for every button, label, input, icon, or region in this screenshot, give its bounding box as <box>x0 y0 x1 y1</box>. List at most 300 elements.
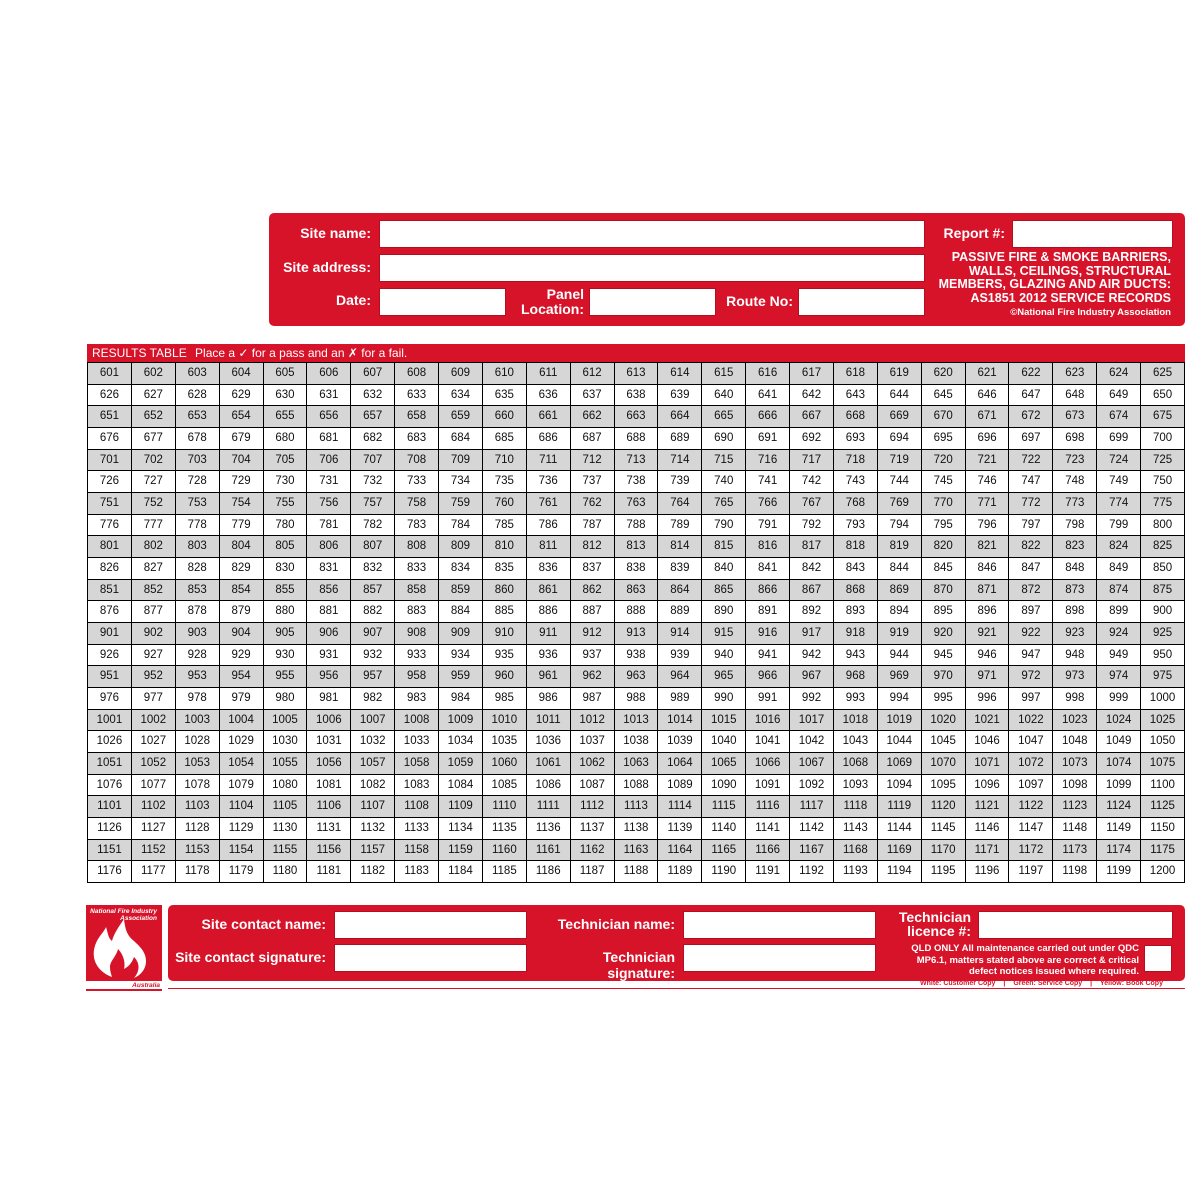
result-cell[interactable]: 756 <box>307 493 351 515</box>
result-cell[interactable]: 964 <box>658 666 702 688</box>
result-cell[interactable]: 926 <box>88 645 132 667</box>
result-cell[interactable]: 1167 <box>790 840 834 862</box>
result-cell[interactable]: 1037 <box>571 731 615 753</box>
result-cell[interactable]: 1108 <box>395 796 439 818</box>
result-cell[interactable]: 942 <box>790 645 834 667</box>
result-cell[interactable]: 695 <box>922 428 966 450</box>
result-cell[interactable]: 725 <box>1141 450 1185 472</box>
result-cell[interactable]: 1045 <box>922 731 966 753</box>
result-cell[interactable]: 766 <box>746 493 790 515</box>
result-cell[interactable]: 1180 <box>264 861 308 883</box>
result-cell[interactable]: 1099 <box>1097 775 1141 797</box>
result-cell[interactable]: 790 <box>702 515 746 537</box>
result-cell[interactable]: 897 <box>1009 601 1053 623</box>
result-cell[interactable]: 998 <box>1053 688 1097 710</box>
result-cell[interactable]: 968 <box>834 666 878 688</box>
result-cell[interactable]: 1125 <box>1141 796 1185 818</box>
result-cell[interactable]: 1080 <box>264 775 308 797</box>
result-cell[interactable]: 834 <box>439 558 483 580</box>
result-cell[interactable]: 986 <box>527 688 571 710</box>
result-cell[interactable]: 1140 <box>702 818 746 840</box>
result-cell[interactable]: 983 <box>395 688 439 710</box>
qld-checkbox[interactable] <box>1144 945 1172 972</box>
result-cell[interactable]: 1107 <box>351 796 395 818</box>
result-cell[interactable]: 1031 <box>307 731 351 753</box>
result-cell[interactable]: 655 <box>264 406 308 428</box>
result-cell[interactable]: 630 <box>264 385 308 407</box>
result-cell[interactable]: 885 <box>483 601 527 623</box>
result-cell[interactable]: 924 <box>1097 623 1141 645</box>
result-cell[interactable]: 656 <box>307 406 351 428</box>
result-cell[interactable]: 1063 <box>615 753 659 775</box>
result-cell[interactable]: 676 <box>88 428 132 450</box>
result-cell[interactable]: 651 <box>88 406 132 428</box>
result-cell[interactable]: 941 <box>746 645 790 667</box>
result-cell[interactable]: 1073 <box>1053 753 1097 775</box>
result-cell[interactable]: 661 <box>527 406 571 428</box>
result-cell[interactable]: 810 <box>483 536 527 558</box>
result-cell[interactable]: 925 <box>1141 623 1185 645</box>
result-cell[interactable]: 705 <box>264 450 308 472</box>
result-cell[interactable]: 996 <box>966 688 1010 710</box>
result-cell[interactable]: 1004 <box>220 710 264 732</box>
result-cell[interactable]: 1058 <box>395 753 439 775</box>
result-cell[interactable]: 639 <box>658 385 702 407</box>
result-cell[interactable]: 975 <box>1141 666 1185 688</box>
result-cell[interactable]: 856 <box>307 580 351 602</box>
result-cell[interactable]: 929 <box>220 645 264 667</box>
result-cell[interactable]: 1023 <box>1053 710 1097 732</box>
result-cell[interactable]: 754 <box>220 493 264 515</box>
result-cell[interactable]: 937 <box>571 645 615 667</box>
result-cell[interactable]: 797 <box>1009 515 1053 537</box>
result-cell[interactable]: 1101 <box>88 796 132 818</box>
result-cell[interactable]: 1103 <box>176 796 220 818</box>
result-cell[interactable]: 1072 <box>1009 753 1053 775</box>
result-cell[interactable]: 722 <box>1009 450 1053 472</box>
result-cell[interactable]: 1051 <box>88 753 132 775</box>
result-cell[interactable]: 764 <box>658 493 702 515</box>
result-cell[interactable]: 1185 <box>483 861 527 883</box>
result-cell[interactable]: 614 <box>658 363 702 385</box>
route-no-field[interactable] <box>798 288 925 316</box>
result-cell[interactable]: 720 <box>922 450 966 472</box>
result-cell[interactable]: 1047 <box>1009 731 1053 753</box>
result-cell[interactable]: 991 <box>746 688 790 710</box>
result-cell[interactable]: 1122 <box>1009 796 1053 818</box>
result-cell[interactable]: 759 <box>439 493 483 515</box>
result-cell[interactable]: 880 <box>264 601 308 623</box>
result-cell[interactable]: 883 <box>395 601 439 623</box>
technician-name-field[interactable] <box>683 911 876 939</box>
result-cell[interactable]: 860 <box>483 580 527 602</box>
result-cell[interactable]: 708 <box>395 450 439 472</box>
result-cell[interactable]: 710 <box>483 450 527 472</box>
result-cell[interactable]: 911 <box>527 623 571 645</box>
result-cell[interactable]: 621 <box>966 363 1010 385</box>
result-cell[interactable]: 966 <box>746 666 790 688</box>
result-cell[interactable]: 681 <box>307 428 351 450</box>
result-cell[interactable]: 918 <box>834 623 878 645</box>
result-cell[interactable]: 1017 <box>790 710 834 732</box>
result-cell[interactable]: 855 <box>264 580 308 602</box>
result-cell[interactable]: 737 <box>571 471 615 493</box>
result-cell[interactable]: 828 <box>176 558 220 580</box>
result-cell[interactable]: 1138 <box>615 818 659 840</box>
result-cell[interactable]: 1025 <box>1141 710 1185 732</box>
result-cell[interactable]: 1014 <box>658 710 702 732</box>
result-cell[interactable]: 1131 <box>307 818 351 840</box>
result-cell[interactable]: 663 <box>615 406 659 428</box>
result-cell[interactable]: 1159 <box>439 840 483 862</box>
result-cell[interactable]: 1133 <box>395 818 439 840</box>
result-cell[interactable]: 1151 <box>88 840 132 862</box>
result-cell[interactable]: 976 <box>88 688 132 710</box>
result-cell[interactable]: 1033 <box>395 731 439 753</box>
result-cell[interactable]: 1070 <box>922 753 966 775</box>
result-cell[interactable]: 603 <box>176 363 220 385</box>
result-cell[interactable]: 1142 <box>790 818 834 840</box>
result-cell[interactable]: 751 <box>88 493 132 515</box>
result-cell[interactable]: 783 <box>395 515 439 537</box>
result-cell[interactable]: 946 <box>966 645 1010 667</box>
result-cell[interactable]: 701 <box>88 450 132 472</box>
result-cell[interactable]: 780 <box>264 515 308 537</box>
result-cell[interactable]: 1018 <box>834 710 878 732</box>
result-cell[interactable]: 928 <box>176 645 220 667</box>
result-cell[interactable]: 745 <box>922 471 966 493</box>
result-cell[interactable]: 1100 <box>1141 775 1185 797</box>
result-cell[interactable]: 943 <box>834 645 878 667</box>
result-cell[interactable]: 693 <box>834 428 878 450</box>
result-cell[interactable]: 989 <box>658 688 702 710</box>
result-cell[interactable]: 1198 <box>1053 861 1097 883</box>
result-cell[interactable]: 823 <box>1053 536 1097 558</box>
result-cell[interactable]: 945 <box>922 645 966 667</box>
result-cell[interactable]: 817 <box>790 536 834 558</box>
result-cell[interactable]: 927 <box>132 645 176 667</box>
result-cell[interactable]: 857 <box>351 580 395 602</box>
result-cell[interactable]: 679 <box>220 428 264 450</box>
result-cell[interactable]: 758 <box>395 493 439 515</box>
result-cell[interactable]: 1189 <box>658 861 702 883</box>
result-cell[interactable]: 816 <box>746 536 790 558</box>
result-cell[interactable]: 678 <box>176 428 220 450</box>
result-cell[interactable]: 994 <box>878 688 922 710</box>
result-cell[interactable]: 1005 <box>264 710 308 732</box>
result-cell[interactable]: 1137 <box>571 818 615 840</box>
result-cell[interactable]: 811 <box>527 536 571 558</box>
result-cell[interactable]: 1057 <box>351 753 395 775</box>
result-cell[interactable]: 1054 <box>220 753 264 775</box>
result-cell[interactable]: 1126 <box>88 818 132 840</box>
result-cell[interactable]: 726 <box>88 471 132 493</box>
result-cell[interactable]: 690 <box>702 428 746 450</box>
result-cell[interactable]: 1098 <box>1053 775 1097 797</box>
result-cell[interactable]: 627 <box>132 385 176 407</box>
result-cell[interactable]: 1052 <box>132 753 176 775</box>
result-cell[interactable]: 1114 <box>658 796 702 818</box>
result-cell[interactable]: 879 <box>220 601 264 623</box>
result-cell[interactable]: 1035 <box>483 731 527 753</box>
result-cell[interactable]: 888 <box>615 601 659 623</box>
result-cell[interactable]: 696 <box>966 428 1010 450</box>
result-cell[interactable]: 1010 <box>483 710 527 732</box>
result-cell[interactable]: 947 <box>1009 645 1053 667</box>
result-cell[interactable]: 1105 <box>264 796 308 818</box>
result-cell[interactable]: 866 <box>746 580 790 602</box>
result-cell[interactable]: 1150 <box>1141 818 1185 840</box>
result-cell[interactable]: 1064 <box>658 753 702 775</box>
result-cell[interactable]: 800 <box>1141 515 1185 537</box>
result-cell[interactable]: 863 <box>615 580 659 602</box>
result-cell[interactable]: 771 <box>966 493 1010 515</box>
result-cell[interactable]: 669 <box>878 406 922 428</box>
result-cell[interactable]: 872 <box>1009 580 1053 602</box>
result-cell[interactable]: 859 <box>439 580 483 602</box>
result-cell[interactable]: 770 <box>922 493 966 515</box>
result-cell[interactable]: 891 <box>746 601 790 623</box>
result-cell[interactable]: 896 <box>966 601 1010 623</box>
result-cell[interactable]: 1121 <box>966 796 1010 818</box>
result-cell[interactable]: 789 <box>658 515 702 537</box>
result-cell[interactable]: 850 <box>1141 558 1185 580</box>
result-cell[interactable]: 1074 <box>1097 753 1141 775</box>
result-cell[interactable]: 951 <box>88 666 132 688</box>
result-cell[interactable]: 1162 <box>571 840 615 862</box>
report-no-field[interactable] <box>1012 220 1173 248</box>
result-cell[interactable]: 910 <box>483 623 527 645</box>
result-cell[interactable]: 1092 <box>790 775 834 797</box>
date-field[interactable] <box>379 288 506 316</box>
result-cell[interactable]: 798 <box>1053 515 1097 537</box>
result-cell[interactable]: 1002 <box>132 710 176 732</box>
result-cell[interactable]: 612 <box>571 363 615 385</box>
result-cell[interactable]: 802 <box>132 536 176 558</box>
result-cell[interactable]: 1026 <box>88 731 132 753</box>
result-cell[interactable]: 650 <box>1141 385 1185 407</box>
result-cell[interactable]: 969 <box>878 666 922 688</box>
result-cell[interactable]: 719 <box>878 450 922 472</box>
result-cell[interactable]: 1003 <box>176 710 220 732</box>
result-cell[interactable]: 1013 <box>615 710 659 732</box>
result-cell[interactable]: 1094 <box>878 775 922 797</box>
result-cell[interactable]: 912 <box>571 623 615 645</box>
result-cell[interactable]: 1078 <box>176 775 220 797</box>
result-cell[interactable]: 753 <box>176 493 220 515</box>
result-cell[interactable]: 933 <box>395 645 439 667</box>
result-cell[interactable]: 805 <box>264 536 308 558</box>
result-cell[interactable]: 1188 <box>615 861 659 883</box>
result-cell[interactable]: 640 <box>702 385 746 407</box>
result-cell[interactable]: 671 <box>966 406 1010 428</box>
result-cell[interactable]: 642 <box>790 385 834 407</box>
result-cell[interactable]: 1050 <box>1141 731 1185 753</box>
result-cell[interactable]: 826 <box>88 558 132 580</box>
result-cell[interactable]: 846 <box>966 558 1010 580</box>
result-cell[interactable]: 646 <box>966 385 1010 407</box>
result-cell[interactable]: 999 <box>1097 688 1141 710</box>
result-cell[interactable]: 930 <box>264 645 308 667</box>
result-cell[interactable]: 821 <box>966 536 1010 558</box>
result-cell[interactable]: 950 <box>1141 645 1185 667</box>
result-cell[interactable]: 1112 <box>571 796 615 818</box>
result-cell[interactable]: 747 <box>1009 471 1053 493</box>
result-cell[interactable]: 825 <box>1141 536 1185 558</box>
result-cell[interactable]: 1034 <box>439 731 483 753</box>
result-cell[interactable]: 819 <box>878 536 922 558</box>
result-cell[interactable]: 1067 <box>790 753 834 775</box>
result-cell[interactable]: 949 <box>1097 645 1141 667</box>
result-cell[interactable]: 617 <box>790 363 834 385</box>
result-cell[interactable]: 707 <box>351 450 395 472</box>
result-cell[interactable]: 724 <box>1097 450 1141 472</box>
result-cell[interactable]: 848 <box>1053 558 1097 580</box>
result-cell[interactable]: 993 <box>834 688 878 710</box>
result-cell[interactable]: 618 <box>834 363 878 385</box>
result-cell[interactable]: 615 <box>702 363 746 385</box>
result-cell[interactable]: 829 <box>220 558 264 580</box>
result-cell[interactable]: 1153 <box>176 840 220 862</box>
result-cell[interactable]: 934 <box>439 645 483 667</box>
result-cell[interactable]: 795 <box>922 515 966 537</box>
result-cell[interactable]: 717 <box>790 450 834 472</box>
result-cell[interactable]: 649 <box>1097 385 1141 407</box>
result-cell[interactable]: 1019 <box>878 710 922 732</box>
result-cell[interactable]: 1039 <box>658 731 702 753</box>
result-cell[interactable]: 610 <box>483 363 527 385</box>
result-cell[interactable]: 1199 <box>1097 861 1141 883</box>
result-cell[interactable]: 919 <box>878 623 922 645</box>
result-cell[interactable]: 956 <box>307 666 351 688</box>
result-cell[interactable]: 967 <box>790 666 834 688</box>
result-cell[interactable]: 736 <box>527 471 571 493</box>
result-cell[interactable]: 1195 <box>922 861 966 883</box>
result-cell[interactable]: 1117 <box>790 796 834 818</box>
result-cell[interactable]: 922 <box>1009 623 1053 645</box>
result-cell[interactable]: 1007 <box>351 710 395 732</box>
result-cell[interactable]: 1145 <box>922 818 966 840</box>
result-cell[interactable]: 1085 <box>483 775 527 797</box>
result-cell[interactable]: 1187 <box>571 861 615 883</box>
result-cell[interactable]: 1178 <box>176 861 220 883</box>
result-cell[interactable]: 654 <box>220 406 264 428</box>
result-cell[interactable]: 900 <box>1141 601 1185 623</box>
result-cell[interactable]: 852 <box>132 580 176 602</box>
result-cell[interactable]: 1095 <box>922 775 966 797</box>
site-contact-name-field[interactable] <box>334 911 527 939</box>
result-cell[interactable]: 870 <box>922 580 966 602</box>
result-cell[interactable]: 1071 <box>966 753 1010 775</box>
result-cell[interactable]: 1116 <box>746 796 790 818</box>
result-cell[interactable]: 1144 <box>878 818 922 840</box>
result-cell[interactable]: 965 <box>702 666 746 688</box>
result-cell[interactable]: 739 <box>658 471 702 493</box>
result-cell[interactable]: 1111 <box>527 796 571 818</box>
result-cell[interactable]: 1011 <box>527 710 571 732</box>
result-cell[interactable]: 1127 <box>132 818 176 840</box>
result-cell[interactable]: 1083 <box>395 775 439 797</box>
result-cell[interactable]: 1087 <box>571 775 615 797</box>
result-cell[interactable]: 901 <box>88 623 132 645</box>
result-cell[interactable]: 715 <box>702 450 746 472</box>
result-cell[interactable]: 792 <box>790 515 834 537</box>
result-cell[interactable]: 767 <box>790 493 834 515</box>
result-cell[interactable]: 873 <box>1053 580 1097 602</box>
result-cell[interactable]: 791 <box>746 515 790 537</box>
result-cell[interactable]: 985 <box>483 688 527 710</box>
result-cell[interactable]: 1028 <box>176 731 220 753</box>
result-cell[interactable]: 769 <box>878 493 922 515</box>
result-cell[interactable]: 1043 <box>834 731 878 753</box>
result-cell[interactable]: 1088 <box>615 775 659 797</box>
result-cell[interactable]: 1158 <box>395 840 439 862</box>
result-cell[interactable]: 837 <box>571 558 615 580</box>
result-cell[interactable]: 995 <box>922 688 966 710</box>
result-cell[interactable]: 913 <box>615 623 659 645</box>
result-cell[interactable]: 887 <box>571 601 615 623</box>
result-cell[interactable]: 865 <box>702 580 746 602</box>
result-cell[interactable]: 1021 <box>966 710 1010 732</box>
result-cell[interactable]: 915 <box>702 623 746 645</box>
result-cell[interactable]: 662 <box>571 406 615 428</box>
result-cell[interactable]: 684 <box>439 428 483 450</box>
result-cell[interactable]: 602 <box>132 363 176 385</box>
result-cell[interactable]: 962 <box>571 666 615 688</box>
result-cell[interactable]: 1170 <box>922 840 966 862</box>
result-cell[interactable]: 909 <box>439 623 483 645</box>
result-cell[interactable]: 984 <box>439 688 483 710</box>
result-cell[interactable]: 868 <box>834 580 878 602</box>
result-cell[interactable]: 755 <box>264 493 308 515</box>
result-cell[interactable]: 838 <box>615 558 659 580</box>
result-cell[interactable]: 845 <box>922 558 966 580</box>
result-cell[interactable]: 1062 <box>571 753 615 775</box>
result-cell[interactable]: 815 <box>702 536 746 558</box>
result-cell[interactable]: 732 <box>351 471 395 493</box>
result-cell[interactable]: 1069 <box>878 753 922 775</box>
result-cell[interactable]: 607 <box>351 363 395 385</box>
result-cell[interactable]: 619 <box>878 363 922 385</box>
result-cell[interactable]: 763 <box>615 493 659 515</box>
result-cell[interactable]: 938 <box>615 645 659 667</box>
result-cell[interactable]: 605 <box>264 363 308 385</box>
result-cell[interactable]: 694 <box>878 428 922 450</box>
result-cell[interactable]: 636 <box>527 385 571 407</box>
result-cell[interactable]: 894 <box>878 601 922 623</box>
result-cell[interactable]: 1110 <box>483 796 527 818</box>
result-cell[interactable]: 861 <box>527 580 571 602</box>
result-cell[interactable]: 1194 <box>878 861 922 883</box>
result-cell[interactable]: 1027 <box>132 731 176 753</box>
result-cell[interactable]: 700 <box>1141 428 1185 450</box>
result-cell[interactable]: 774 <box>1097 493 1141 515</box>
result-cell[interactable]: 812 <box>571 536 615 558</box>
result-cell[interactable]: 936 <box>527 645 571 667</box>
result-cell[interactable]: 877 <box>132 601 176 623</box>
result-cell[interactable]: 803 <box>176 536 220 558</box>
result-cell[interactable]: 1042 <box>790 731 834 753</box>
result-cell[interactable]: 963 <box>615 666 659 688</box>
result-cell[interactable]: 626 <box>88 385 132 407</box>
result-cell[interactable]: 1165 <box>702 840 746 862</box>
result-cell[interactable]: 772 <box>1009 493 1053 515</box>
result-cell[interactable]: 884 <box>439 601 483 623</box>
result-cell[interactable]: 653 <box>176 406 220 428</box>
result-cell[interactable]: 674 <box>1097 406 1141 428</box>
result-cell[interactable]: 709 <box>439 450 483 472</box>
result-cell[interactable]: 974 <box>1097 666 1141 688</box>
